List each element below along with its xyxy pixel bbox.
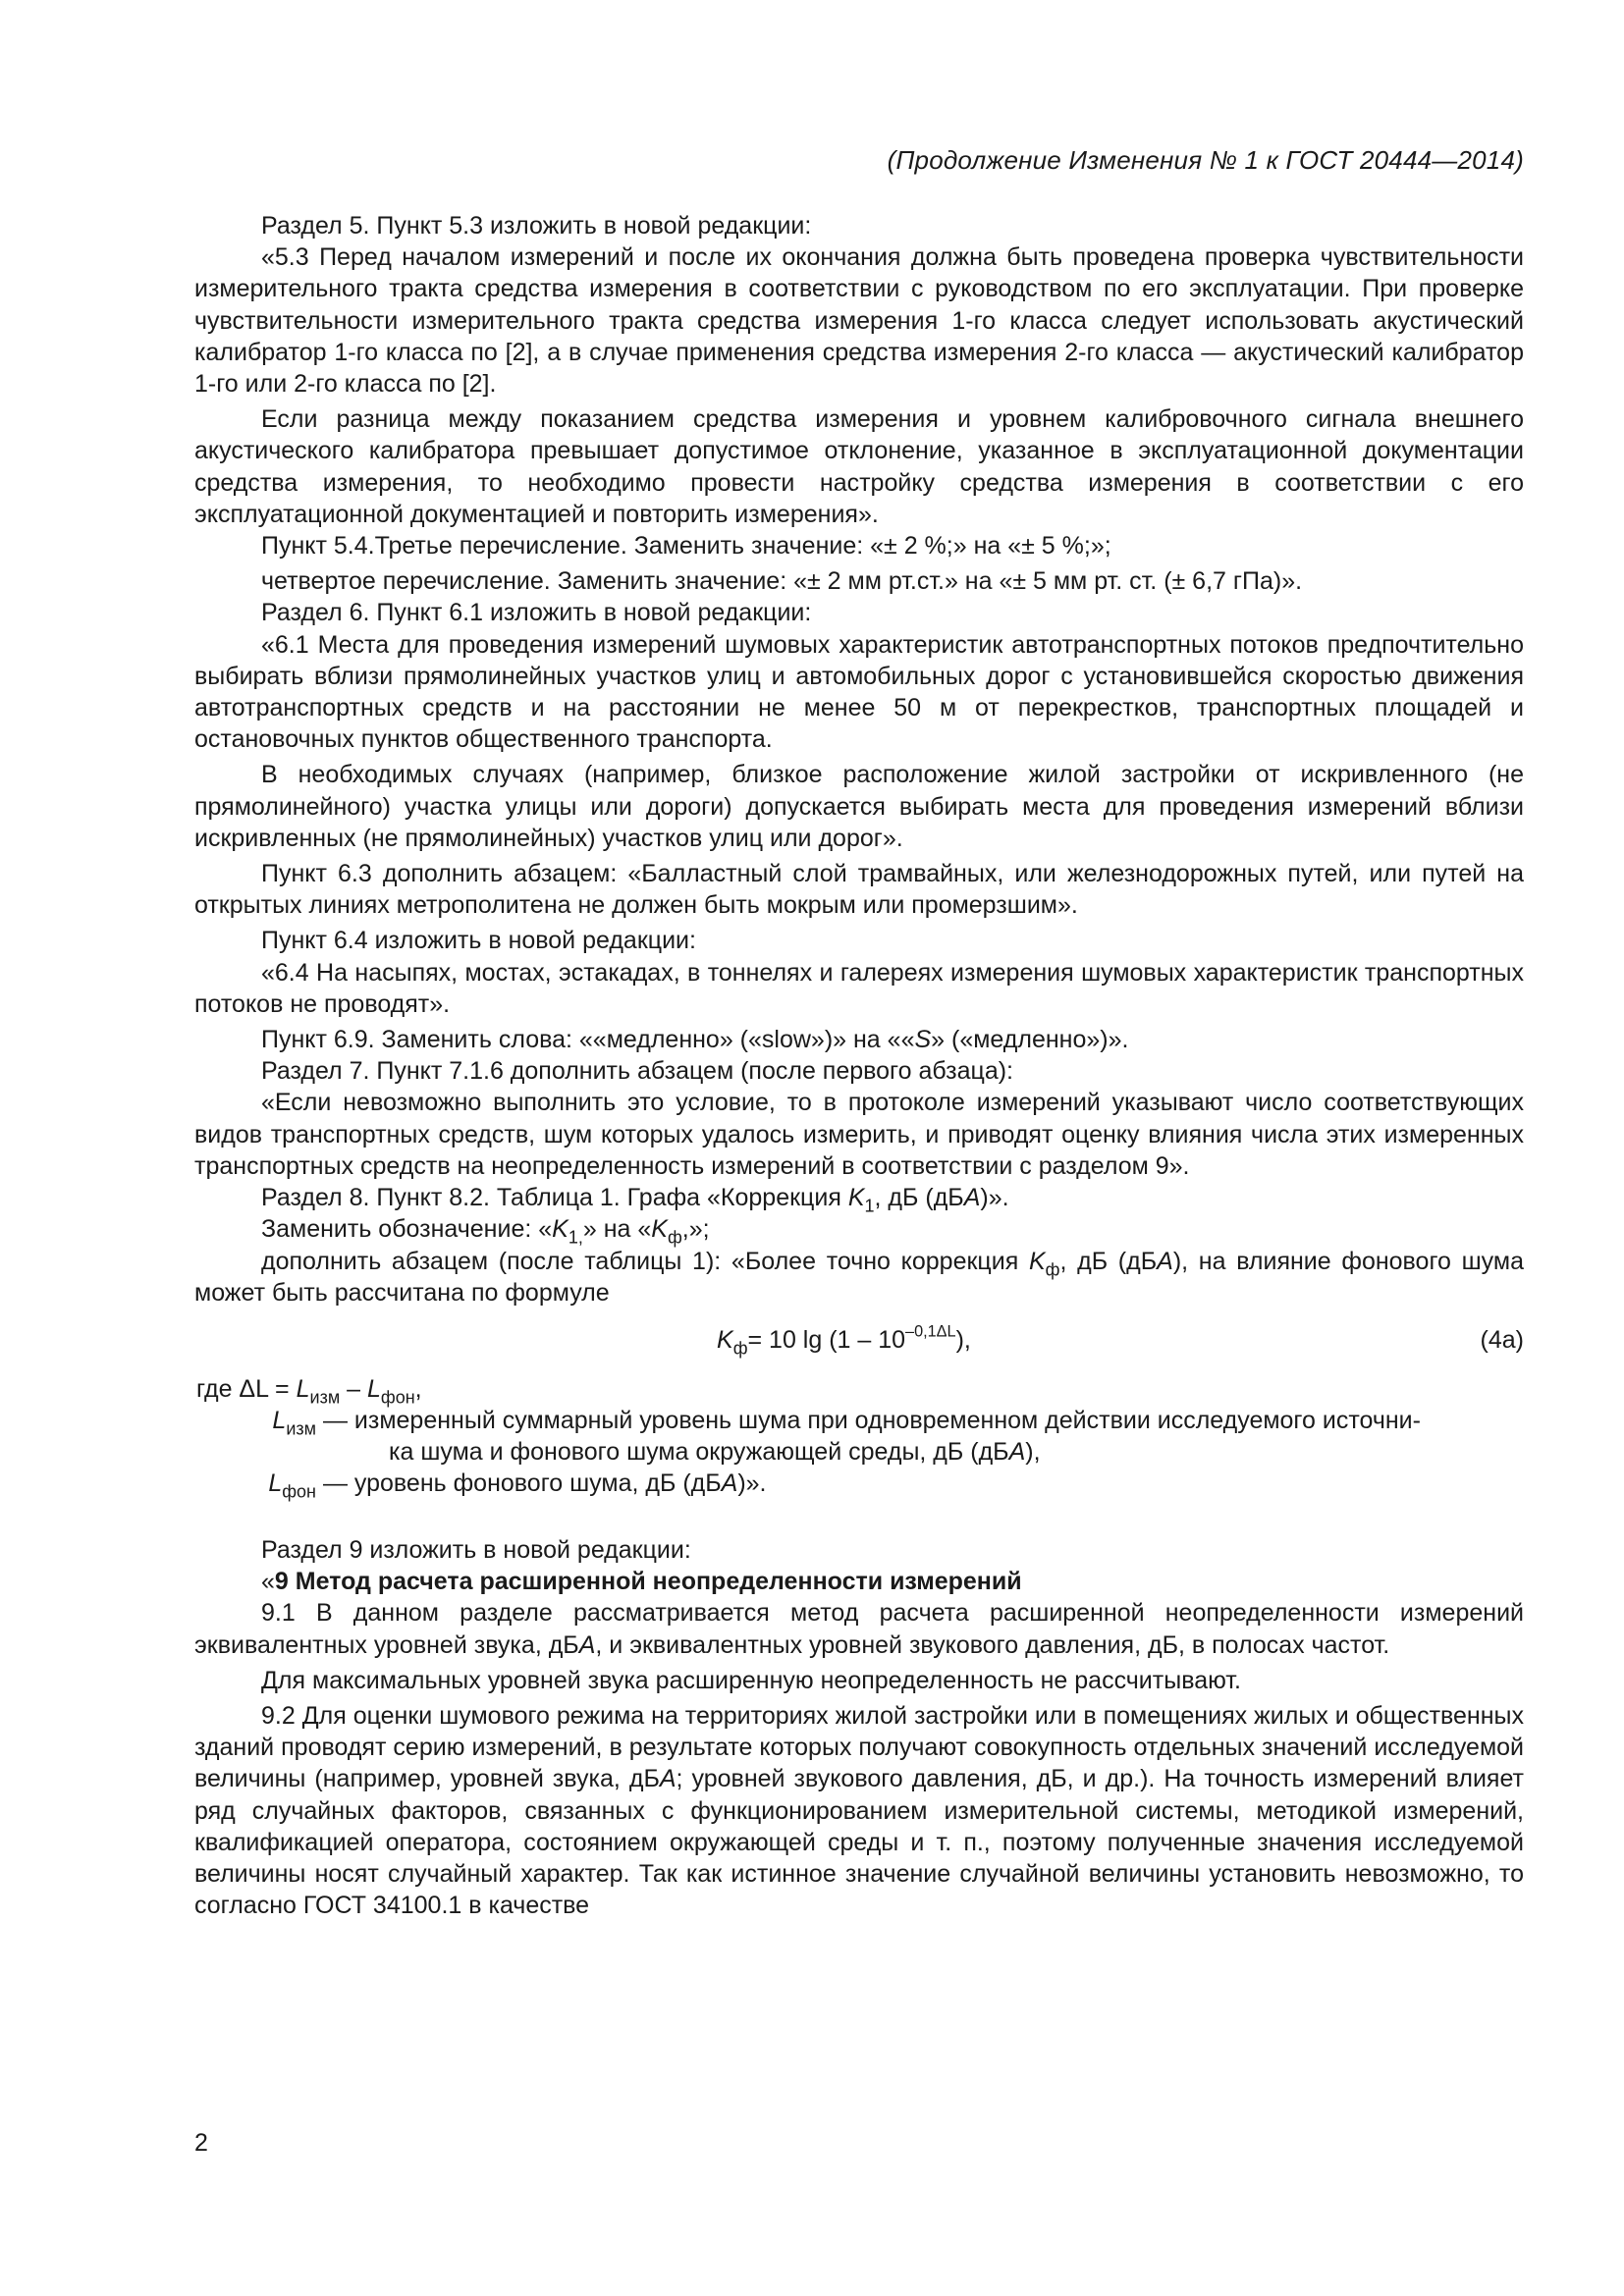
legend-l-izm-cont: ка шума и фонового шума окружающей среды, дБ (дБA), — [389, 1437, 1041, 1466]
page-number: 2 — [194, 2129, 208, 2157]
formula-number: (4а) — [1480, 1325, 1524, 1354]
paragraph: Заменить обозначение: «$K_{1,}$» на «$K_ф$,»; — [261, 1215, 710, 1248]
paragraph: дополнить абзацем (после таблицы 1): «Более точно коррекция $K_ф$, дБ (дБA), на влияние фонового шума может быть рассчитана по формуле — [194, 1247, 1524, 1307]
paragraph: «6.1 Места для проведения измерений шумовых характеристик автотранспортных потоков предпочтительно выбирать вблизи прямолинейных участков улиц и автомобильных дорог с установившейся скоростью движения автотранспортных средств и на расстоянии не менее 50 м от перекрестков, транспортных площадей и остановочных пунктов общественного транспорта. — [194, 630, 1524, 754]
paragraph: Раздел 8. Пункт 8.2. Таблица 1. Графа «Коррекция $K_1$, дБ (дБA)». — [261, 1184, 1009, 1216]
paragraph: Раздел 9 изложить в новой редакции: — [261, 1535, 691, 1564]
paragraph: «5.3 Перед началом измерений и после их окончания должна быть проведена проверка чувствительности измерительного тракта средства измерения в соответствии с руководством по его эксплуатации. При проверке чувствительности измерительного тракта средства измерения 1-го класса следует использовать акустический калибратор 1-го класса по [2], а в случае применения средства измерения 2-го класса — акустический калибратор 1-го или 2-го класса по [2]. — [194, 243, 1524, 399]
section-heading: «9 Метод расчета расширенной неопределенности измерений — [261, 1568, 1022, 1596]
paragraph: 9.1 В данном разделе рассматривается метод расчета расширенной неопределенности измерений эквивалентных уровней звука, дБA, и эквивалентных уровней звукового давления, дБ, в полосах частот. — [194, 1599, 1524, 1659]
paragraph: Раздел 7. Пункт 7.1.6 дополнить абзацем (после первого абзаца): — [261, 1057, 1013, 1086]
paragraph: Для максимальных уровней звука расширенную неопределенность не рассчитывают. — [261, 1666, 1241, 1694]
paragraph: Раздел 5. Пункт 5.3 изложить в новой редакции: — [261, 212, 812, 240]
legend-l-izm: $L_{изм}$ — измеренный суммарный уровень шума при одновременном действии исследуемого источни- — [272, 1406, 1421, 1439]
paragraph: Пункт 6.4 изложить в новой редакции: — [261, 927, 696, 955]
paragraph: Пункт 5.4.Третье перечисление. Заменить значение: «± 2 %;» на «± 5 %;»; — [261, 532, 1111, 561]
paragraph: 9.2 Для оценки шумового режима на территориях жилой застройки или в помещениях жилых и общественных зданий проводят серию измерений, в результате которых получают совокупность отдельных значений исследуемой величины (например, уровней звука, дБA; уровней звукового давления, дБ, и др.). На точность измерений влияет ряд случайных факторов, связанных с функционированием измерительной системы, методикой измерений, квалификацией оператора, состоянием окружающей среды и т. п., поэтому полученные значения исследуемой величины носят случайный характер. Так как истинное значение случайной величины установить невозможно, то согласно ГОСТ 34100.1 в качестве — [194, 1701, 1524, 1920]
formula-expression: $K_ф= 10$ $\lg (1 - 10^{-0,1\Delta L})$, — [717, 1322, 971, 1359]
paragraph: В необходимых случаях (например, близкое расположение жилой застройки от искривленного (не прямолинейного) участка улицы или дороги) допускается выбирать места для проведения измерений вблизи искривленных (не прямолинейных) участков улиц или дорог». — [194, 761, 1524, 852]
document-page — [194, 0, 1524, 2296]
legend-delta-line: где $\Delta L = L_{изм} - L_{фон}$, — [196, 1374, 422, 1408]
formula-legend — [194, 1373, 1524, 1501]
document-body — [194, 210, 1524, 1921]
paragraph: Если разница между показанием средства измерения и уровнем калибровочного сигнала внешнего акустического калибратора превышает допустимое отклонение, указанное в эксплуатационной документации средства измерения, то необходимо провести настройку средства измерения в соответствии с его эксплуатационной документацией и повторить измерения». — [194, 405, 1524, 528]
paragraph: Пункт 6.3 дополнить абзацем: «Балластный слой трамвайных, или железнодорожных путей, или путей на открытых линиях метрополитена не должен быть мокрым или промерзшим». — [194, 860, 1524, 920]
formula-4a — [194, 1320, 1524, 1365]
paragraph: «Если невозможно выполнить это условие, то в протоколе измерений указывают число соответствующих видов транспортных средств, шум которых удалось измерить, и приводят оценку влияния числа этих измеренных транспортных средств на неопределенность измерений в соответствии с разделом 9». — [194, 1089, 1524, 1180]
paragraph: Пункт 6.9. Заменить слова: ««медленно» («slow»)» на ««S» («медленно»)». — [261, 1026, 1129, 1054]
page-header: (Продолжение Изменения № 1 к ГОСТ 20444—2014) — [887, 145, 1524, 175]
paragraph: четвертое перечисление. Заменить значение: «± 2 мм рт.ст.» на «± 5 мм рт. ст. (± 6,7 гПа)». — [261, 567, 1303, 596]
legend-l-fon: $L_{фон}$ — уровень фонового шума, дБ (дБA)». — [268, 1468, 767, 1502]
paragraph: «6.4 На насыпях, мостах, эстакадах, в тоннелях и галереях измерения шумовых характеристик транспортных потоков не проводят». — [194, 958, 1524, 1018]
paragraph: Раздел 6. Пункт 6.1 изложить в новой редакции: — [261, 599, 812, 627]
